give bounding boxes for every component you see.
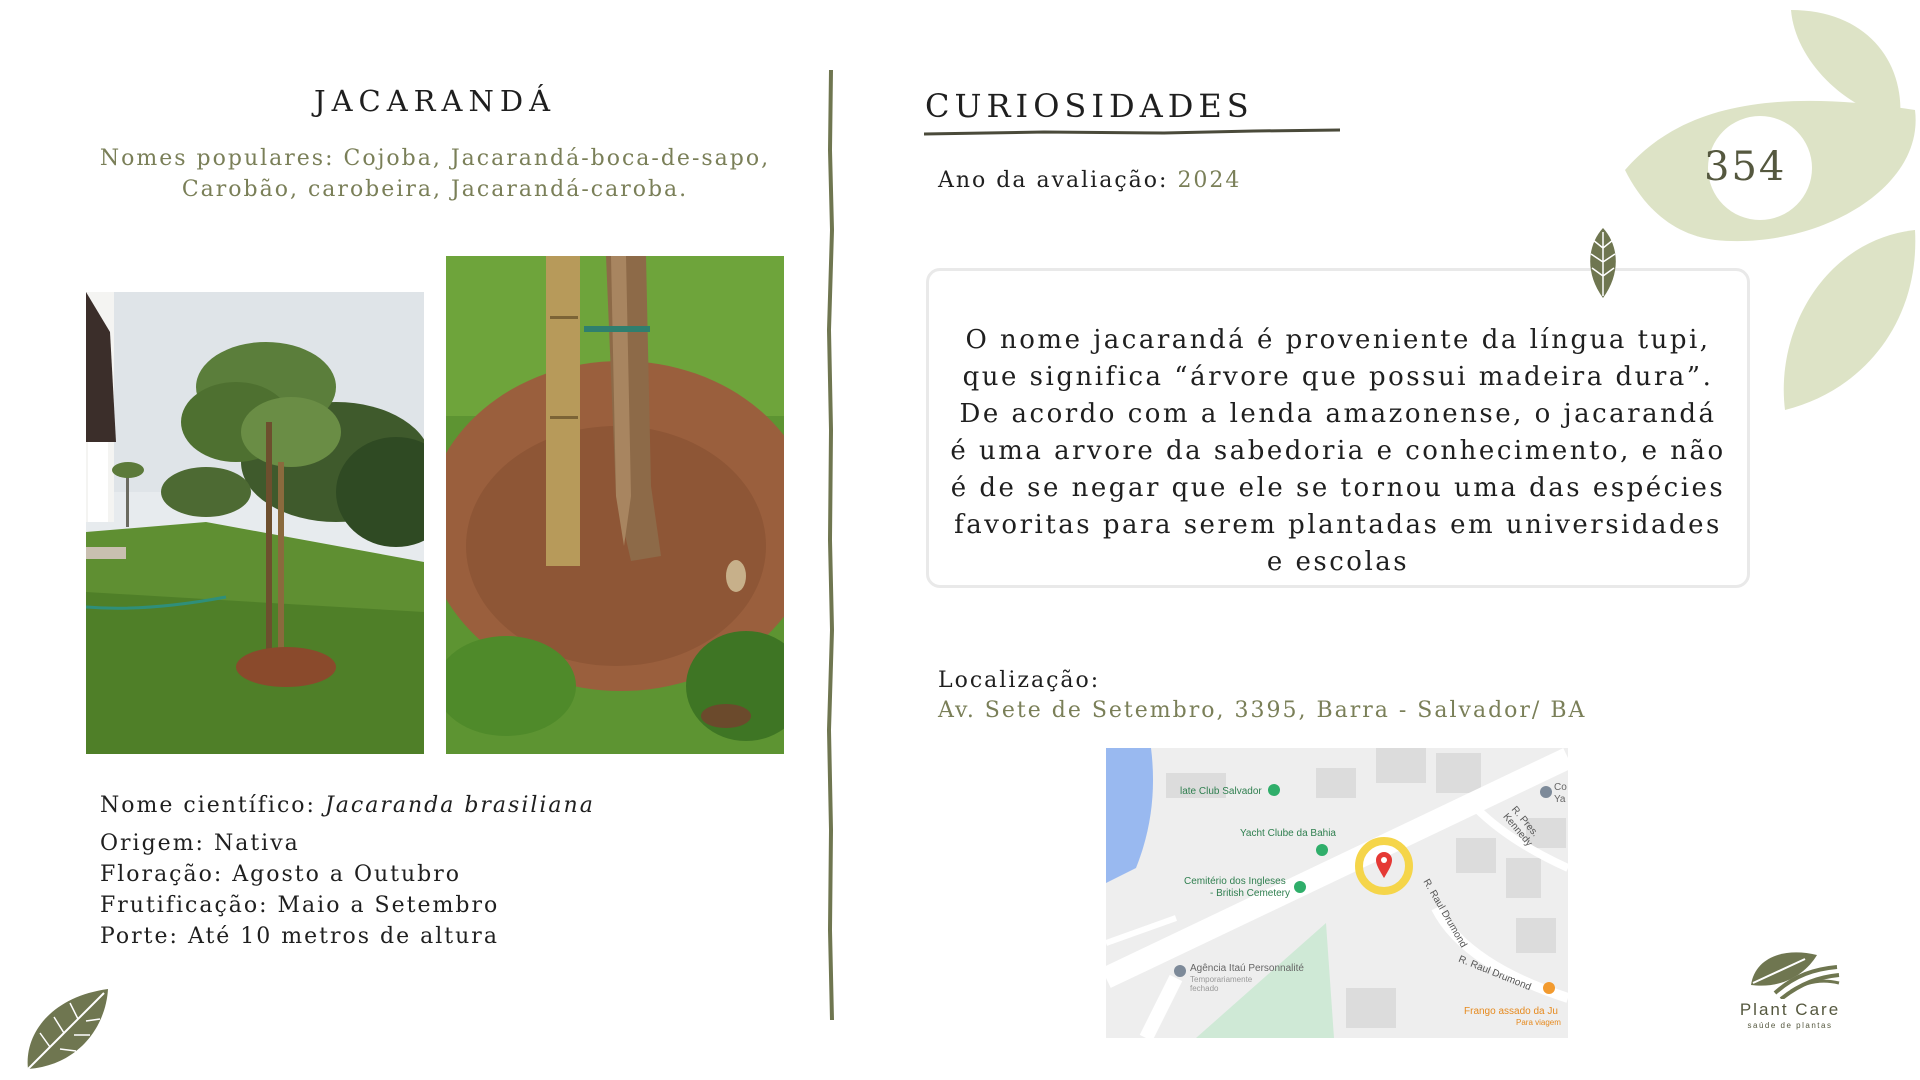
tree-details bbox=[100, 790, 595, 952]
map-label: Yacht Clube da Bahia bbox=[1240, 828, 1336, 839]
map-label: - British Cemetery bbox=[1210, 888, 1291, 899]
curiosity-line: que significa “árvore que possui madeira dura”. bbox=[962, 362, 1714, 392]
curiosity-line: O nome jacarandá é proveniente da língua tupi, bbox=[965, 325, 1711, 355]
year-value: 2024 bbox=[1177, 168, 1242, 193]
map-label: Agência Itaú Personnalité bbox=[1190, 963, 1304, 974]
year-label: Ano da avaliação: bbox=[938, 168, 1178, 193]
map-label: Co bbox=[1554, 782, 1567, 793]
evaluation-year bbox=[938, 168, 1241, 193]
curiosity-line: e escolas bbox=[1266, 547, 1410, 577]
map-label: R. Pres. Kennedy bbox=[1500, 804, 1541, 849]
map-label: R. Raul Drumond bbox=[1420, 877, 1469, 950]
curiosity-line: De acordo com a lenda amazonense, o jacarandá bbox=[959, 399, 1717, 429]
location-map[interactable] bbox=[1106, 748, 1568, 1038]
map-label: fechado bbox=[1190, 984, 1219, 993]
location-address: Av. Sete de Setembro, 3395, Barra - Salvador/ BA bbox=[938, 698, 1587, 723]
curiosity-line: é de se negar que ele se tornou uma das espécies bbox=[950, 473, 1726, 503]
brand-tagline: saúde de plantas bbox=[1747, 1021, 1833, 1030]
vertical-divider bbox=[825, 70, 837, 1020]
leaf-decoration-icon bbox=[20, 985, 112, 1073]
page-title: JACARANDÁ bbox=[313, 84, 557, 118]
curiosity-line: favoritas para serem plantadas em universidades bbox=[954, 510, 1722, 540]
popular-names bbox=[90, 143, 780, 205]
map-label: Temporariamente bbox=[1190, 975, 1253, 984]
map-label: Ya bbox=[1554, 794, 1566, 805]
tree-photo bbox=[86, 292, 424, 754]
flowering-row: Floração: Agosto a Outubro bbox=[100, 862, 462, 887]
origin-row: Origem: Nativa bbox=[100, 831, 300, 856]
popular-names-line: Carobão, carobeira, Jacarandá-caroba. bbox=[181, 177, 689, 202]
size-row: Porte: Até 10 metros de altura bbox=[100, 924, 499, 949]
tree-number-badge: 354 bbox=[1704, 144, 1787, 190]
title-underline bbox=[924, 126, 1340, 138]
scientific-name-row bbox=[100, 790, 595, 821]
scientific-name-label: Nome científico: bbox=[100, 793, 325, 818]
fruiting-row: Frutificação: Maio a Setembro bbox=[100, 893, 500, 918]
map-label: R. Raul Drumond bbox=[1456, 953, 1533, 994]
map-label: Para viagem bbox=[1516, 1018, 1561, 1027]
popular-names-line: Nomes populares: Cojoba, Jacarandá-boca-de-sapo, bbox=[99, 146, 771, 171]
trunk-photo bbox=[446, 256, 784, 754]
leaf-cluster-decoration bbox=[1615, 0, 1920, 420]
section-title: CURIOSIDADES bbox=[925, 87, 1254, 125]
plant-care-logo-icon bbox=[1745, 945, 1841, 999]
scientific-name: Jacaranda brasiliana bbox=[324, 793, 595, 818]
map-label: Cemitério dos Ingleses bbox=[1184, 876, 1286, 887]
brand-name: Plant Care bbox=[1739, 1000, 1841, 1019]
map-label: late Club Salvador bbox=[1180, 786, 1262, 797]
map-label: Frango assado da Ju bbox=[1464, 1006, 1558, 1017]
curiosity-line: é uma arvore da sabedoria e conhecimento, e não bbox=[950, 436, 1726, 466]
curiosity-text bbox=[948, 322, 1728, 581]
location-label: Localização: bbox=[938, 668, 1101, 693]
